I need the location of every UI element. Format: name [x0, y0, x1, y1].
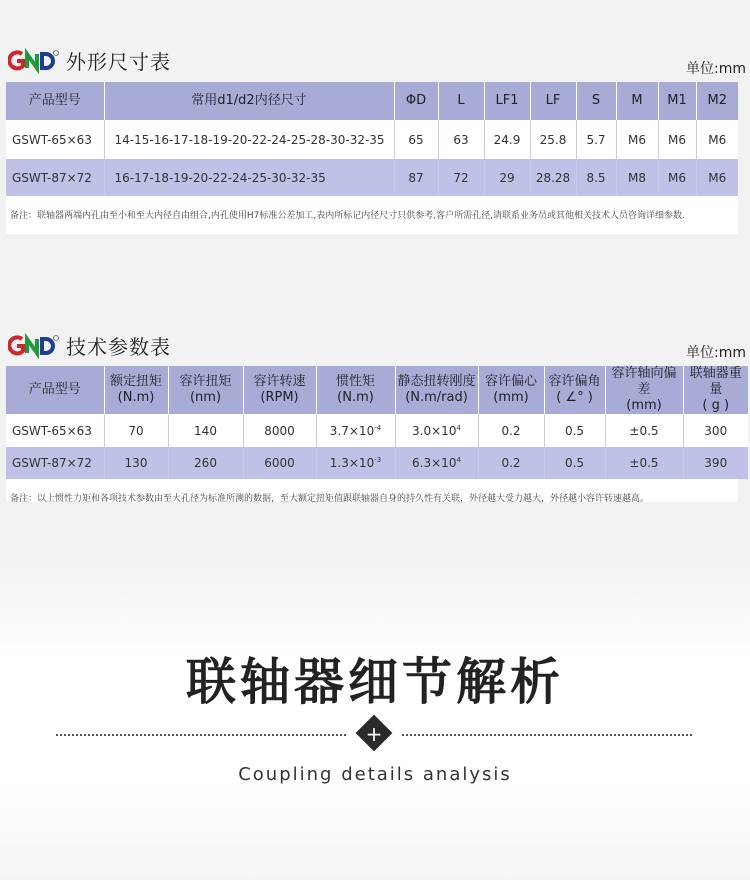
header-unit: (N.m) — [117, 390, 155, 405]
dimensions-title: 外形尺寸表 — [66, 50, 171, 74]
col-header — [6, 366, 104, 414]
table-cell: M6 — [616, 120, 658, 159]
table-cell: 390 — [683, 447, 748, 479]
table-cell: GSWT-65×63 — [6, 414, 104, 447]
header-unit: (mm) — [493, 390, 529, 405]
parameters-table — [6, 366, 748, 479]
table-cell: 6000 — [243, 447, 316, 479]
inertia-value: 3.7×10 — [329, 423, 375, 438]
col-header: LF1 — [484, 82, 530, 120]
col-header: ΦD — [394, 82, 438, 120]
table-cell: M6 — [696, 120, 738, 159]
table-cell: 72 — [438, 159, 484, 196]
parameters-note: 备注：以上惯性力矩和各项技术参数由至大孔径为标准所测的数据，至大额定扭矩值跟联轴器自身的持久性有关联，外径越大受力越大，外径越小容许转速越高。 — [10, 494, 650, 504]
header-unit: ( g ) — [702, 398, 730, 413]
col-header: M — [616, 82, 658, 120]
table-row — [6, 414, 748, 447]
dimensions-panel — [6, 82, 738, 234]
parameters-unit: 单位:mm — [686, 345, 746, 361]
dimensions-unit: 单位:mm — [686, 61, 746, 77]
divider — [56, 722, 692, 748]
col-header — [605, 366, 683, 414]
dotted-line-right — [402, 734, 692, 736]
header-label: 容许轴向偏差 — [611, 366, 677, 397]
header-label: 静态扭转刚度 — [397, 374, 476, 389]
table-row — [6, 120, 738, 159]
table-cell: 140 — [168, 414, 243, 447]
stiffness-value: 6.3×10 — [412, 456, 457, 470]
header-label: 联轴器重量 — [689, 366, 742, 397]
parameters-title: 技术参数表 — [66, 335, 171, 359]
inertia-exponent: -4 — [374, 423, 382, 432]
table-row — [6, 159, 738, 196]
col-header — [544, 366, 605, 414]
stiffness-value: 3.0×10 — [412, 423, 457, 438]
table-cell: 63 — [438, 120, 484, 159]
table-cell: 0.5 — [544, 414, 605, 447]
col-header — [243, 366, 316, 414]
header-label: 容许转速 — [253, 374, 306, 389]
header-unit: (nm) — [189, 390, 222, 405]
table-cell — [316, 447, 395, 479]
header-unit: (N.m) — [337, 390, 374, 405]
inertia-exponent: -3 — [374, 456, 382, 464]
table-cell: 300 — [683, 414, 748, 447]
dimensions-note: 备注：联轴器两端内孔由至小和至大内径自由组合,内孔使用H7标准公差加工,表内所标记内径尺寸只供参考,客户所需孔径,请联系业务员或其他相关技术人员咨询详细参数. — [10, 211, 685, 221]
col-header: S — [576, 82, 616, 120]
table-cell: GSWT-65×63 — [6, 120, 104, 159]
table-cell: 29 — [484, 159, 530, 196]
gnd-logo — [8, 48, 60, 74]
header-label: 惯性矩 — [335, 374, 375, 389]
table-cell: 87 — [394, 159, 438, 196]
header-label: 容许偏心 — [484, 374, 537, 389]
col-header: 常用d1/d2内径尺寸 — [104, 82, 394, 120]
table-row — [6, 447, 748, 479]
header-label: 额定扭矩 — [109, 374, 162, 389]
col-header — [683, 366, 748, 414]
table-cell: 0.5 — [544, 447, 605, 479]
table-cell: 28.28 — [530, 159, 576, 196]
table-cell: 70 — [104, 414, 168, 447]
table-cell: GSWT-87×72 — [6, 447, 104, 479]
parameters-header-row — [6, 366, 748, 414]
col-header — [316, 366, 395, 414]
header-label: 容许扭矩 — [179, 374, 232, 389]
details-title: 联轴器细节解析 — [186, 653, 564, 711]
parameters-header — [8, 331, 171, 360]
table-cell: 25.8 — [530, 120, 576, 159]
table-cell: 260 — [168, 447, 243, 479]
col-header — [478, 366, 544, 414]
header-unit: (N.m/rad) — [405, 390, 468, 405]
table-cell: 130 — [104, 447, 168, 479]
table-cell: 65 — [394, 120, 438, 159]
table-cell: 24.9 — [484, 120, 530, 159]
details-subtitle: Coupling details analysis — [238, 764, 512, 785]
dimensions-header-row — [6, 82, 738, 120]
table-cell: ±0.5 — [605, 447, 683, 479]
col-header: 产品型号 — [6, 82, 104, 120]
header-label: 产品型号 — [28, 382, 81, 397]
table-cell: M8 — [616, 159, 658, 196]
table-cell: M6 — [658, 120, 696, 159]
table-cell: GSWT-87×72 — [6, 159, 104, 196]
col-header — [395, 366, 478, 414]
header-unit: (RPM) — [260, 390, 299, 405]
col-header: M2 — [696, 82, 738, 120]
table-cell — [316, 414, 395, 447]
dotted-line-left — [56, 734, 346, 736]
table-cell: 5.7 — [576, 120, 616, 159]
stiffness-exponent: 4 — [456, 456, 461, 464]
dimensions-header — [8, 46, 171, 75]
stiffness-exponent: 4 — [456, 423, 461, 432]
table-cell: M6 — [658, 159, 696, 196]
header-label: 容许偏角 — [548, 374, 601, 389]
col-header: LF — [530, 82, 576, 120]
table-cell — [395, 414, 478, 447]
header-unit: ( ∠° ) — [556, 390, 593, 405]
header-unit: (mm) — [626, 398, 662, 413]
col-header — [104, 366, 168, 414]
table-cell: 8000 — [243, 414, 316, 447]
table-cell: 8.5 — [576, 159, 616, 196]
table-cell: M6 — [696, 159, 738, 196]
col-header: M1 — [658, 82, 696, 120]
table-cell — [395, 447, 478, 479]
gnd-logo — [8, 333, 60, 359]
col-header — [168, 366, 243, 414]
plus-icon: + — [365, 722, 383, 746]
table-cell: ±0.5 — [605, 414, 683, 447]
inertia-value: 1.3×10 — [329, 456, 375, 470]
dimensions-table — [6, 82, 738, 196]
parameters-panel — [6, 366, 742, 504]
table-cell: 16-17-18-19-20-22-24-25-30-32-35 — [104, 159, 394, 196]
table-cell: 0.2 — [478, 447, 544, 479]
table-cell: 14-15-16-17-18-19-20-22-24-25-28-30-32-35 — [104, 120, 394, 159]
col-header: L — [438, 82, 484, 120]
table-cell: 0.2 — [478, 414, 544, 447]
